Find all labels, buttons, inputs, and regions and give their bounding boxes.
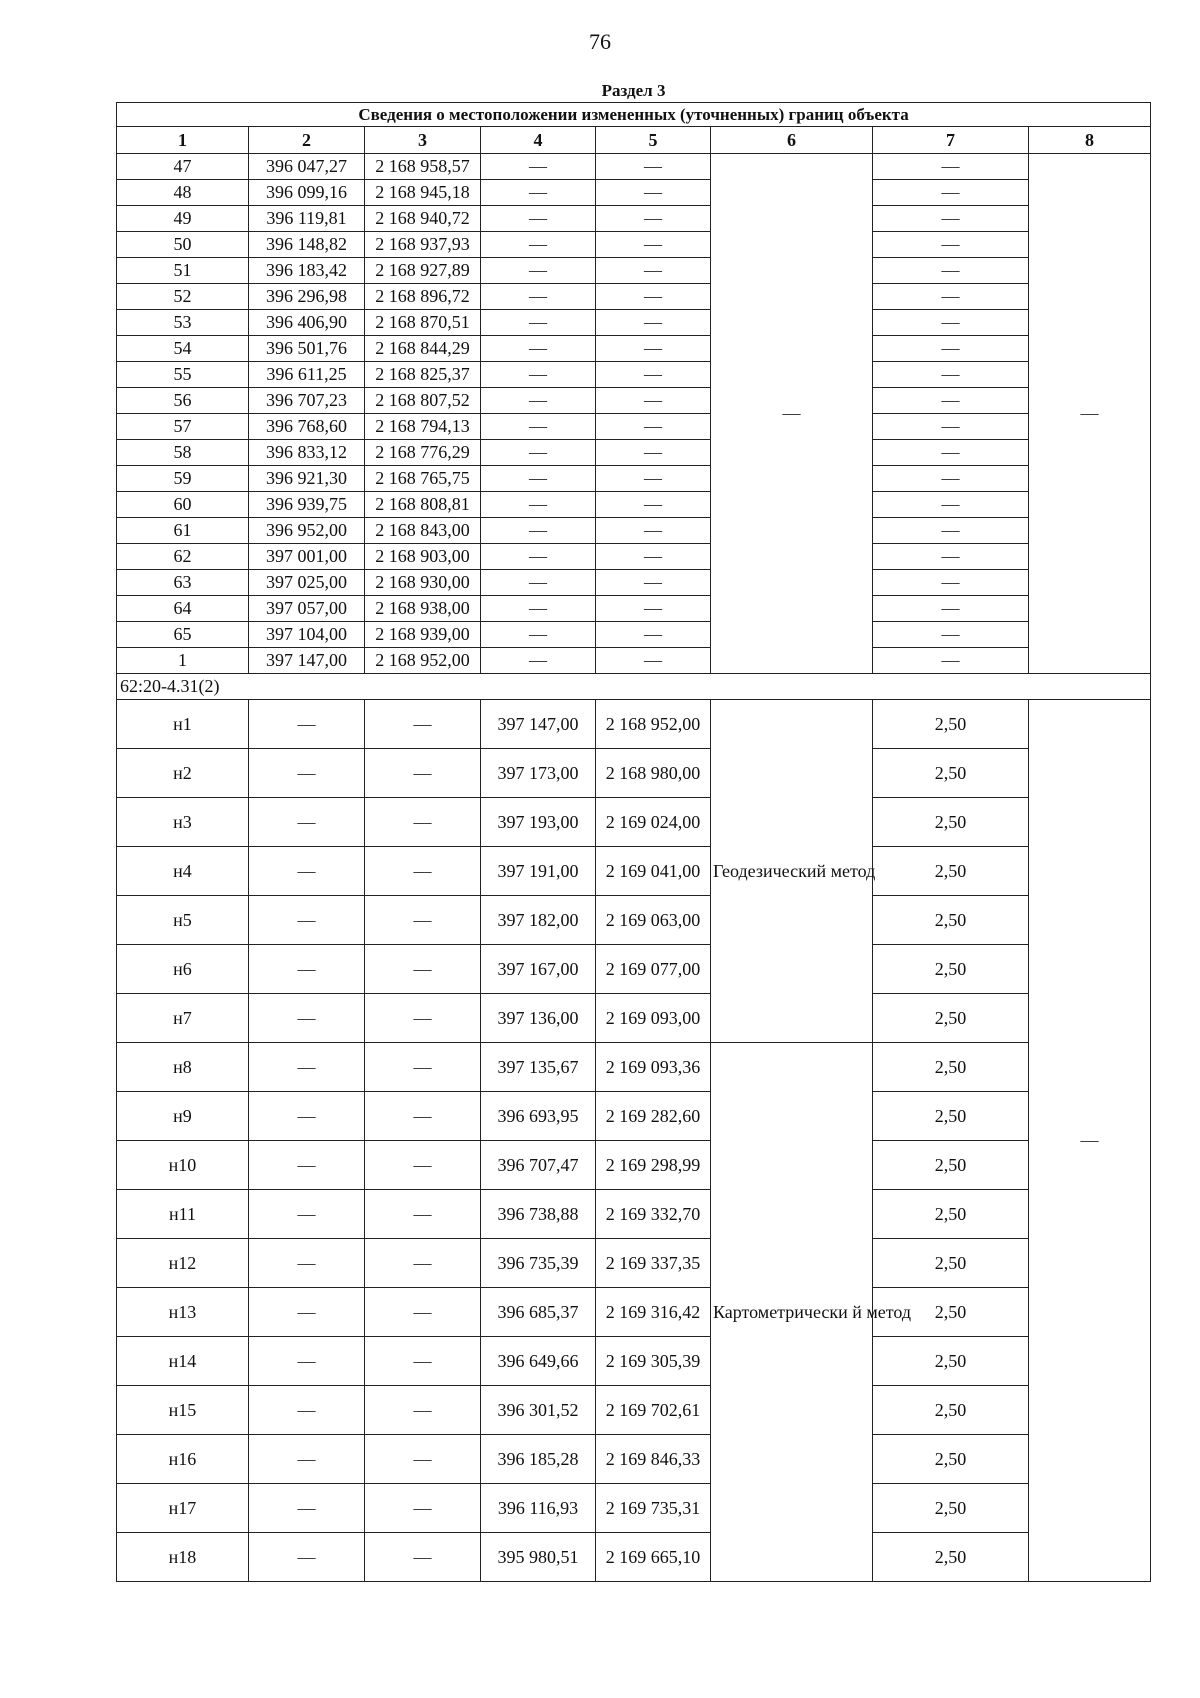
accuracy: — [873,648,1029,674]
point-number: н16 [117,1435,249,1484]
point-number: н4 [117,847,249,896]
method-geodesic: Геодезический метод [711,700,873,1043]
existing-x: 396 183,42 [249,258,365,284]
existing-y: — [365,1190,481,1239]
new-y: — [596,388,711,414]
accuracy: — [873,206,1029,232]
accuracy: — [873,492,1029,518]
existing-x: 396 148,82 [249,232,365,258]
accuracy: 2,50 [873,896,1029,945]
column-header-row [117,127,1151,154]
new-y: 2 169 282,60 [596,1092,711,1141]
new-y: 2 169 665,10 [596,1533,711,1582]
column-header: 6 [711,127,873,154]
table-row [117,362,1151,388]
accuracy: — [873,180,1029,206]
new-x: 396 738,88 [481,1190,596,1239]
point-number: 48 [117,180,249,206]
accuracy: — [873,622,1029,648]
new-x: — [481,284,596,310]
new-x: — [481,622,596,648]
new-y: — [596,648,711,674]
table-row [117,414,1151,440]
accuracy: 2,50 [873,1239,1029,1288]
new-y: — [596,310,711,336]
existing-x: — [249,945,365,994]
existing-x: 396 768,60 [249,414,365,440]
point-number: 65 [117,622,249,648]
existing-y: 2 168 939,00 [365,622,481,648]
existing-x: 396 611,25 [249,362,365,388]
point-number: 52 [117,284,249,310]
new-x: — [481,258,596,284]
point-number: 49 [117,206,249,232]
existing-y: — [365,1386,481,1435]
accuracy: — [873,154,1029,180]
new-x: — [481,336,596,362]
existing-y: — [365,1043,481,1092]
existing-x: 396 833,12 [249,440,365,466]
new-x: — [481,570,596,596]
point-number: н3 [117,798,249,847]
new-x: — [481,492,596,518]
new-x: 397 167,00 [481,945,596,994]
new-x: — [481,388,596,414]
point-number: 54 [117,336,249,362]
accuracy: 2,50 [873,1484,1029,1533]
point-number: н14 [117,1337,249,1386]
table-row [117,466,1151,492]
column-header: 1 [117,127,249,154]
existing-x: 396 406,90 [249,310,365,336]
new-x: — [481,414,596,440]
existing-y: — [365,1288,481,1337]
point-number: н17 [117,1484,249,1533]
accuracy: — [873,414,1029,440]
table-row [117,388,1151,414]
accuracy: — [873,596,1029,622]
point-number: 58 [117,440,249,466]
table-title: Сведения о местоположении измененных (уточненных) границ объекта [117,103,1151,127]
existing-x: — [249,847,365,896]
existing-y: — [365,1092,481,1141]
existing-x: 396 921,30 [249,466,365,492]
table-row [117,1043,1151,1092]
table-row [117,258,1151,284]
table-row [117,1239,1151,1288]
point-number: 62 [117,544,249,570]
existing-x: 397 057,00 [249,596,365,622]
existing-x: — [249,1337,365,1386]
new-y: 2 169 093,36 [596,1043,711,1092]
new-y: — [596,518,711,544]
existing-y: 2 168 930,00 [365,570,481,596]
description-cell: — [1029,700,1151,1582]
point-number: н11 [117,1190,249,1239]
point-number: н10 [117,1141,249,1190]
point-number: н2 [117,749,249,798]
accuracy: 2,50 [873,1386,1029,1435]
new-y: 2 168 952,00 [596,700,711,749]
point-number: н8 [117,1043,249,1092]
existing-y: 2 168 927,89 [365,258,481,284]
existing-x: 396 939,75 [249,492,365,518]
point-number: н12 [117,1239,249,1288]
existing-x: 397 001,00 [249,544,365,570]
accuracy: — [873,284,1029,310]
table-row [117,896,1151,945]
table-row [117,232,1151,258]
existing-x: — [249,700,365,749]
existing-x: — [249,1484,365,1533]
new-y: 2 169 024,00 [596,798,711,847]
new-y: 2 169 077,00 [596,945,711,994]
point-number: 55 [117,362,249,388]
table-row [117,945,1151,994]
object-id: 62:20-4.31(2) [117,674,1151,700]
point-number: 53 [117,310,249,336]
existing-x: 397 147,00 [249,648,365,674]
point-number: н9 [117,1092,249,1141]
accuracy: 2,50 [873,1190,1029,1239]
existing-x: 396 296,98 [249,284,365,310]
existing-y: — [365,847,481,896]
table-row [117,1190,1151,1239]
new-x: 397 136,00 [481,994,596,1043]
accuracy: 2,50 [873,994,1029,1043]
table-row [117,1484,1151,1533]
existing-x: — [249,798,365,847]
new-y: — [596,180,711,206]
table-row [117,1288,1151,1337]
existing-x: — [249,1092,365,1141]
column-header: 4 [481,127,596,154]
table-row [117,310,1151,336]
existing-x: — [249,1386,365,1435]
table-row [117,570,1151,596]
new-x: — [481,154,596,180]
existing-y: 2 168 958,57 [365,154,481,180]
existing-y: — [365,749,481,798]
method-cell: — [711,154,873,674]
new-y: 2 169 298,99 [596,1141,711,1190]
new-x: — [481,466,596,492]
existing-y: — [365,700,481,749]
new-x: — [481,232,596,258]
new-x: 397 182,00 [481,896,596,945]
existing-y: 2 168 896,72 [365,284,481,310]
table-row [117,700,1151,749]
new-x: 396 693,95 [481,1092,596,1141]
existing-y: 2 168 808,81 [365,492,481,518]
point-number: 56 [117,388,249,414]
new-x: 396 301,52 [481,1386,596,1435]
table-row [117,336,1151,362]
table-row [117,1435,1151,1484]
existing-y: 2 168 937,93 [365,232,481,258]
existing-x: — [249,1190,365,1239]
existing-y: — [365,1484,481,1533]
point-number: н7 [117,994,249,1043]
existing-y: — [365,1337,481,1386]
new-x: 397 135,67 [481,1043,596,1092]
existing-y: — [365,1435,481,1484]
accuracy: — [873,388,1029,414]
column-header: 7 [873,127,1029,154]
table-row [117,206,1151,232]
existing-x: — [249,1043,365,1092]
accuracy: — [873,232,1029,258]
new-x: — [481,648,596,674]
new-x: — [481,440,596,466]
new-y: — [596,596,711,622]
existing-y: 2 168 765,75 [365,466,481,492]
new-y: — [596,544,711,570]
table-row [117,648,1151,674]
existing-x: 396 099,16 [249,180,365,206]
new-x: — [481,362,596,388]
point-number: 59 [117,466,249,492]
new-x: — [481,544,596,570]
new-x: — [481,206,596,232]
new-y: 2 169 332,70 [596,1190,711,1239]
existing-x: 396 047,27 [249,154,365,180]
new-x: 396 685,37 [481,1288,596,1337]
column-header: 3 [365,127,481,154]
accuracy: — [873,544,1029,570]
existing-y: 2 168 940,72 [365,206,481,232]
table-row [117,180,1151,206]
new-y: 2 169 702,61 [596,1386,711,1435]
existing-y: — [365,945,481,994]
new-y: — [596,570,711,596]
table-row [117,284,1151,310]
new-x: — [481,596,596,622]
existing-y: 2 168 938,00 [365,596,481,622]
point-number: н6 [117,945,249,994]
table-row [117,994,1151,1043]
description-cell: — [1029,154,1151,674]
new-x: 396 735,39 [481,1239,596,1288]
new-x: 396 707,47 [481,1141,596,1190]
column-header: 8 [1029,127,1151,154]
existing-x: 396 501,76 [249,336,365,362]
new-x: 396 649,66 [481,1337,596,1386]
new-y: — [596,206,711,232]
new-y: — [596,362,711,388]
point-number: 61 [117,518,249,544]
existing-x: — [249,896,365,945]
new-x: 397 191,00 [481,847,596,896]
existing-y: — [365,1141,481,1190]
accuracy: 2,50 [873,1337,1029,1386]
new-y: 2 169 063,00 [596,896,711,945]
accuracy: — [873,440,1029,466]
point-number: 63 [117,570,249,596]
existing-y: 2 168 945,18 [365,180,481,206]
existing-x: — [249,749,365,798]
table-row [117,1386,1151,1435]
new-y: — [596,336,711,362]
new-x: 396 185,28 [481,1435,596,1484]
accuracy: — [873,258,1029,284]
existing-x: 397 104,00 [249,622,365,648]
existing-y: 2 168 903,00 [365,544,481,570]
point-number: 47 [117,154,249,180]
new-y: 2 169 041,00 [596,847,711,896]
table-row [117,544,1151,570]
new-y: — [596,622,711,648]
accuracy: 2,50 [873,1288,1029,1337]
point-number: 50 [117,232,249,258]
new-x: 397 147,00 [481,700,596,749]
accuracy: 2,50 [873,749,1029,798]
new-x: 395 980,51 [481,1533,596,1582]
new-x: — [481,518,596,544]
existing-x: — [249,1239,365,1288]
point-number: 1 [117,648,249,674]
point-number: 60 [117,492,249,518]
table-row [117,749,1151,798]
new-y: 2 169 846,33 [596,1435,711,1484]
accuracy: — [873,466,1029,492]
existing-y: — [365,1239,481,1288]
new-y: — [596,154,711,180]
accuracy: 2,50 [873,1092,1029,1141]
table-row [117,596,1151,622]
column-header: 2 [249,127,365,154]
table-row [117,1141,1151,1190]
existing-y: 2 168 776,29 [365,440,481,466]
point-number: 64 [117,596,249,622]
accuracy: 2,50 [873,847,1029,896]
point-number: н13 [117,1288,249,1337]
existing-y: 2 168 807,52 [365,388,481,414]
accuracy: 2,50 [873,700,1029,749]
point-number: н5 [117,896,249,945]
section-label: Раздел 3 [117,80,1151,103]
new-y: 2 169 337,35 [596,1239,711,1288]
existing-y: 2 168 952,00 [365,648,481,674]
table-row [117,847,1151,896]
existing-x: — [249,1141,365,1190]
accuracy: — [873,336,1029,362]
column-header: 5 [596,127,711,154]
point-number: 51 [117,258,249,284]
existing-x: 396 119,81 [249,206,365,232]
accuracy: 2,50 [873,1141,1029,1190]
point-number: н18 [117,1533,249,1582]
existing-y: — [365,896,481,945]
point-number: н15 [117,1386,249,1435]
accuracy: — [873,362,1029,388]
existing-x: — [249,1288,365,1337]
new-y: 2 169 735,31 [596,1484,711,1533]
new-y: 2 169 316,42 [596,1288,711,1337]
table-row [117,440,1151,466]
new-x: 396 116,93 [481,1484,596,1533]
new-y: 2 168 980,00 [596,749,711,798]
table-row [117,518,1151,544]
new-y: — [596,232,711,258]
table-row [117,1092,1151,1141]
new-x: 397 193,00 [481,798,596,847]
method-cartometric: Картометрически й метод [711,1043,873,1582]
table-row [117,622,1151,648]
existing-x: 396 952,00 [249,518,365,544]
existing-y: 2 168 794,13 [365,414,481,440]
accuracy: 2,50 [873,945,1029,994]
point-number: 57 [117,414,249,440]
existing-y: 2 168 825,37 [365,362,481,388]
table-row [117,492,1151,518]
object-row [117,674,1151,700]
new-y: 2 169 305,39 [596,1337,711,1386]
accuracy: — [873,518,1029,544]
accuracy: 2,50 [873,1435,1029,1484]
boundary-table [116,80,1151,1582]
accuracy: — [873,570,1029,596]
table-row [117,798,1151,847]
accuracy: 2,50 [873,1043,1029,1092]
accuracy: — [873,310,1029,336]
existing-y: 2 168 844,29 [365,336,481,362]
new-y: — [596,258,711,284]
new-y: — [596,284,711,310]
table-row [117,154,1151,180]
existing-x: — [249,994,365,1043]
page-number: 76 [589,29,611,54]
existing-y: — [365,1533,481,1582]
new-y: — [596,414,711,440]
point-number: н1 [117,700,249,749]
existing-y: — [365,994,481,1043]
existing-y: 2 168 870,51 [365,310,481,336]
existing-x: 397 025,00 [249,570,365,596]
table-row [117,1337,1151,1386]
existing-x: 396 707,23 [249,388,365,414]
new-x: 397 173,00 [481,749,596,798]
existing-y: 2 168 843,00 [365,518,481,544]
new-y: — [596,466,711,492]
new-x: — [481,180,596,206]
accuracy: 2,50 [873,1533,1029,1582]
new-y: — [596,440,711,466]
existing-y: — [365,798,481,847]
new-x: — [481,310,596,336]
accuracy: 2,50 [873,798,1029,847]
new-y: 2 169 093,00 [596,994,711,1043]
new-y: — [596,492,711,518]
table-row [117,1533,1151,1582]
existing-x: — [249,1533,365,1582]
existing-x: — [249,1435,365,1484]
